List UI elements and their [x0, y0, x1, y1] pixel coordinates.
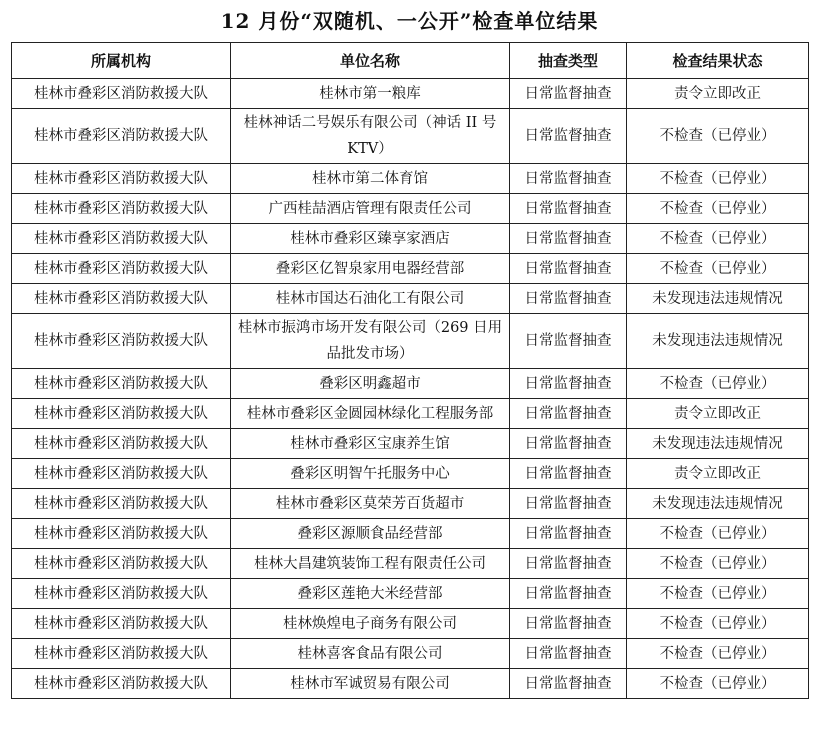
- cell-check-type: 日常监督抽查: [510, 369, 627, 399]
- table-row: [12, 369, 809, 399]
- cell-unit-name: 桂林市叠彩区臻享家酒店: [231, 224, 510, 254]
- table-row: [12, 314, 809, 369]
- cell-result-status: 不检查（已停业）: [627, 579, 809, 609]
- cell-result-status: 不检查（已停业）: [627, 369, 809, 399]
- table-row: [12, 164, 809, 194]
- column-header-type: 抽查类型: [510, 43, 627, 79]
- cell-unit-name: 桂林神话二号娱乐有限公司（神话 II 号 KTV）: [231, 109, 510, 164]
- cell-unit-name: 桂林市叠彩区金圆园林绿化工程服务部: [231, 399, 510, 429]
- cell-result-status: 责令立即改正: [627, 399, 809, 429]
- table-header-row: [12, 43, 809, 79]
- cell-check-type: 日常监督抽查: [510, 519, 627, 549]
- cell-unit-name: 叠彩区莲艳大米经营部: [231, 579, 510, 609]
- table-body: [12, 79, 809, 699]
- cell-unit-name: 桂林市国达石油化工有限公司: [231, 284, 510, 314]
- cell-org: 桂林市叠彩区消防救援大队: [12, 399, 231, 429]
- cell-org: 桂林市叠彩区消防救援大队: [12, 519, 231, 549]
- cell-org: 桂林市叠彩区消防救援大队: [12, 254, 231, 284]
- table-row: [12, 489, 809, 519]
- cell-result-status: 不检查（已停业）: [627, 109, 809, 164]
- cell-check-type: 日常监督抽查: [510, 549, 627, 579]
- cell-result-status: 责令立即改正: [627, 79, 809, 109]
- cell-result-status: 不检查（已停业）: [627, 194, 809, 224]
- cell-unit-name: 叠彩区明鑫超市: [231, 369, 510, 399]
- table-row: [12, 429, 809, 459]
- cell-unit-name: 桂林市军诚贸易有限公司: [231, 669, 510, 699]
- cell-unit-name: 叠彩区源顺食品经营部: [231, 519, 510, 549]
- cell-result-status: 未发现违法违规情况: [627, 314, 809, 369]
- column-header-status: 检查结果状态: [627, 43, 809, 79]
- cell-check-type: 日常监督抽查: [510, 669, 627, 699]
- cell-check-type: 日常监督抽查: [510, 489, 627, 519]
- cell-result-status: 不检查（已停业）: [627, 519, 809, 549]
- table-row: [12, 669, 809, 699]
- cell-check-type: 日常监督抽查: [510, 164, 627, 194]
- cell-org: 桂林市叠彩区消防救援大队: [12, 109, 231, 164]
- table-row: [12, 579, 809, 609]
- cell-unit-name: 桂林市叠彩区莫荣芳百货超市: [231, 489, 510, 519]
- cell-unit-name: 桂林市叠彩区宝康养生馆: [231, 429, 510, 459]
- cell-check-type: 日常监督抽查: [510, 224, 627, 254]
- cell-result-status: 不检查（已停业）: [627, 639, 809, 669]
- cell-result-status: 不检查（已停业）: [627, 549, 809, 579]
- cell-result-status: 未发现违法违规情况: [627, 429, 809, 459]
- table-row: [12, 459, 809, 489]
- table-row: [12, 254, 809, 284]
- cell-unit-name: 桂林市第二体育馆: [231, 164, 510, 194]
- cell-org: 桂林市叠彩区消防救援大队: [12, 669, 231, 699]
- cell-check-type: 日常监督抽查: [510, 314, 627, 369]
- cell-check-type: 日常监督抽查: [510, 284, 627, 314]
- cell-result-status: 未发现违法违规情况: [627, 284, 809, 314]
- table-row: [12, 194, 809, 224]
- cell-org: 桂林市叠彩区消防救援大队: [12, 489, 231, 519]
- cell-check-type: 日常监督抽查: [510, 459, 627, 489]
- cell-unit-name: 桂林喜客食品有限公司: [231, 639, 510, 669]
- cell-org: 桂林市叠彩区消防救援大队: [12, 579, 231, 609]
- cell-org: 桂林市叠彩区消防救援大队: [12, 369, 231, 399]
- cell-result-status: 不检查（已停业）: [627, 669, 809, 699]
- document-title: 12 月份“双随机、一公开”检查单位结果: [220, 9, 599, 33]
- cell-result-status: 不检查（已停业）: [627, 254, 809, 284]
- cell-unit-name: 叠彩区明智午托服务中心: [231, 459, 510, 489]
- cell-check-type: 日常监督抽查: [510, 194, 627, 224]
- cell-unit-name: 桂林市振鸿市场开发有限公司（269 日用品批发市场）: [231, 314, 510, 369]
- column-header-name: 单位名称: [231, 43, 510, 79]
- cell-unit-name: 广西桂喆酒店管理有限责任公司: [231, 194, 510, 224]
- table-row: [12, 609, 809, 639]
- cell-org: 桂林市叠彩区消防救援大队: [12, 549, 231, 579]
- cell-org: 桂林市叠彩区消防救援大队: [12, 314, 231, 369]
- cell-org: 桂林市叠彩区消防救援大队: [12, 459, 231, 489]
- cell-result-status: 不检查（已停业）: [627, 609, 809, 639]
- cell-result-status: 责令立即改正: [627, 459, 809, 489]
- inspection-results-table: [11, 42, 809, 699]
- cell-org: 桂林市叠彩区消防救援大队: [12, 164, 231, 194]
- cell-unit-name: 桂林市第一粮库: [231, 79, 510, 109]
- cell-check-type: 日常监督抽查: [510, 429, 627, 459]
- cell-org: 桂林市叠彩区消防救援大队: [12, 429, 231, 459]
- cell-check-type: 日常监督抽查: [510, 579, 627, 609]
- cell-org: 桂林市叠彩区消防救援大队: [12, 79, 231, 109]
- cell-org: 桂林市叠彩区消防救援大队: [12, 194, 231, 224]
- cell-org: 桂林市叠彩区消防救援大队: [12, 224, 231, 254]
- cell-check-type: 日常监督抽查: [510, 609, 627, 639]
- cell-check-type: 日常监督抽查: [510, 79, 627, 109]
- cell-org: 桂林市叠彩区消防救援大队: [12, 609, 231, 639]
- cell-check-type: 日常监督抽查: [510, 639, 627, 669]
- cell-org: 桂林市叠彩区消防救援大队: [12, 639, 231, 669]
- table-row: [12, 284, 809, 314]
- table-row: [12, 399, 809, 429]
- cell-unit-name: 桂林焕煌电子商务有限公司: [231, 609, 510, 639]
- cell-unit-name: 桂林大昌建筑装饰工程有限责任公司: [231, 549, 510, 579]
- column-header-org: 所属机构: [12, 43, 231, 79]
- table-row: [12, 109, 809, 164]
- cell-unit-name: 叠彩区亿智泉家用电器经营部: [231, 254, 510, 284]
- table-row: [12, 549, 809, 579]
- cell-result-status: 未发现违法违规情况: [627, 489, 809, 519]
- cell-result-status: 不检查（已停业）: [627, 224, 809, 254]
- table-row: [12, 639, 809, 669]
- table-row: [12, 519, 809, 549]
- cell-result-status: 不检查（已停业）: [627, 164, 809, 194]
- table-row: [12, 79, 809, 109]
- cell-org: 桂林市叠彩区消防救援大队: [12, 284, 231, 314]
- cell-check-type: 日常监督抽查: [510, 254, 627, 284]
- cell-check-type: 日常监督抽查: [510, 109, 627, 164]
- table-row: [12, 224, 809, 254]
- cell-check-type: 日常监督抽查: [510, 399, 627, 429]
